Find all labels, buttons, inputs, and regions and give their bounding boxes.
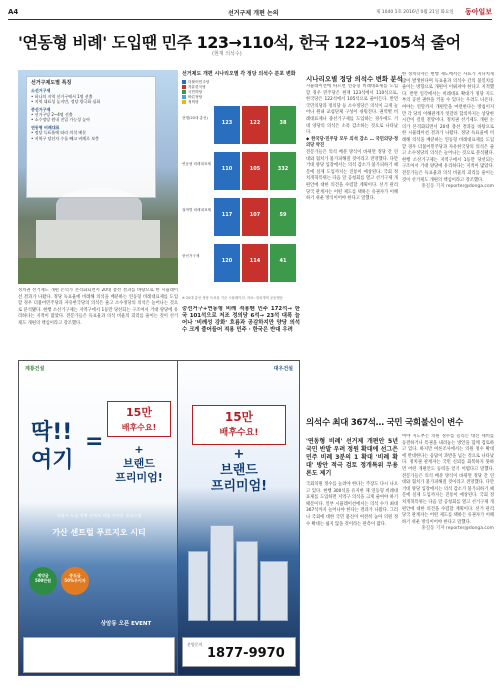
ad-demand-box: 15만 배후수요! [192,405,286,445]
legend-item: 자유한국당 [182,85,300,90]
ad-subtitle: 서울시 도심 지역 전세로 서울 가까운 오피스텔 [56,513,142,518]
legend-item: 바른정당 [182,95,300,100]
ad-premium-text: + 브랜드 프리미엄! [210,447,268,494]
ad-equals: = [85,429,104,454]
ad-big-text: 딱!! 여기 [31,420,74,473]
legend-item: 정의당 [182,100,300,105]
cell-minor-parties: 332 [270,152,296,190]
panel-group: 소선거구제 • 하나의 지역 선거구에서 1명 선출 • 지역 대표성 높지만, 정당 양극화 심화 [31,88,101,105]
bottom-article-col1: '연동형 비례' 선거제 개편안 5년 국민 반발 우려 정원 확대에 선그은 민주 비례 3분의 1 확대 '비례 확대' 방안 적극 검토 정개특위 무용론도 제기 국회의원 정수를 늘려야 한다는 주장도 다시 나오고 있다. 현행 300석을 유지한 채 연동형 비례대표제를 도입하면 지역구 의석을 크게 줄여야 하기 때문이다. 일부 시뮬레이션에서는 의석 수가 최대 367석까지 늘어나야 한다는 결과가 나왔다. 그러나 국회에 대한 국민 불신이 여전히 높아 의원 정수 확대는 쉽지 않을 것이라는 관측이 많다. [306,438,398,527]
right-column-title: 시나리오별 정당 의석수 변화 분석 [306,75,403,83]
legend-item: 더불어민주당 [182,80,300,85]
main-headline: '연동형 비례' 도입땐 민주 123→110석, 한국 122→105석 줄어 [18,33,461,52]
newspaper-logo: 동아일보 [464,8,492,16]
cell-liberty-korea: 122 [242,106,268,144]
ad-phone-box[interactable] [182,637,296,667]
chart-title: 선거제도 개편 시나리오별 각 정당 의석수 분포 변화 [182,71,296,77]
ad-premium-text: + 브랜드 프리미엄! [115,443,163,484]
ad-demand-box: 15만 배후수요! [107,401,171,437]
lawn [18,258,178,284]
right-article-col2: 한 정치학자는 현행 제도에서는 사표가 지나치게 많이 발생한다며 득표율과 의석수 간의 불일치를 줄이는 방향으로 개편이 이뤄져야 한다고 지적했다. 반면 일각에서는 비례대표 확대가 정당 지도부의 공천 권한을 키울 수 있다는 우려도 나온다. 여야는 연말까지 개편안을 마련한다는 방침이지만 각 당의 이해관계가 엇갈려 합의까지는 상당한 시간이 걸릴 전망이다. 정치권 선거제도 개편 논의가 본격화되면서 20대 총선 결과를 바탕으로 한 시뮬레이션 결과가 나왔다. 정당 득표율에 비례해 의석을 배분하는 연동형 비례대표제를 도입할 경우 더불어민주당과 자유한국당의 의석은 줄고 소수정당의 의석은 늘어나는 것으로 분석됐다. 현행 소선거구제는 지역구에서 1등만 당선되는 구조여서 거대 양당에 유리하다는 지적이 많았다. 전문가들은 득표율과 의석 비율의 괴리를 줄이는 것이 선거제도 개편의 핵심이라고 강조했다. 홍길동 기자 reporter@donga.com [402,72,494,190]
second-headline: 의석수 최대 367석… 국민 국회불신이 변수 [306,418,464,428]
cell-liberty-korea: 105 [242,152,268,190]
apartment-advertisement-right[interactable] [178,360,300,676]
page-number: A4 [8,8,19,16]
page-header [8,6,492,20]
chart-source: ※ 20대 총선 정당 득표율 기준 시뮬레이션. 자료: 정치개혁 공동행동 [182,296,283,300]
panel-group: 중선거구제 • 선거구당 2~4명 선출 • 소수정당 원내 진입 가능성 높아 [31,106,90,123]
legend-item: 국민의당 [182,90,300,95]
electoral-system-panel [26,76,156,198]
chart-row: 연동형 비례대표제 110 105 332 [182,150,300,194]
pull-quote: 중선거구+연동형 비례 적용땐 민주 172석→ 한국 101석으로 저조 정의당 6석→ 23석 대폭 늘어나 '비례성 강화' 흐름과 공감하지만 양당 의석수 크게 줄어들어 적용 민주 · 한국은 반대 우려 [182,306,300,333]
chart-row: 권역별 비례대표제 117 107 59 [182,196,300,240]
headline-note: (현재 의석수) [212,51,242,57]
byline: 홍길동 기자 reporter@donga.com [421,184,494,190]
ad-brand-logo: 계룡건설 [25,366,45,372]
cell-minor-parties: 38 [270,106,296,144]
ad-location-map [23,637,175,673]
chart-legend [182,80,300,105]
phone-number[interactable]: 1877-9970 [207,646,285,661]
issue-info: 제 1040 1호 2016년 0월 21일 화요일 [376,10,454,15]
panel-group: 연동형 비례대표 • 정당 득표율에 따라 의석 배분 • 지역구 당선자 수를 빼고 비례로 보충 [31,124,99,141]
cell-democratic: 120 [214,244,240,282]
ad-interest-badge: 중도금 50%무이자 [61,567,89,595]
ad-project-name: 가산 센트럴 푸르지오 시티 [52,528,146,537]
seat-scenario-chart [182,70,300,302]
section-title: 선거구제 개편 논의 [228,10,279,17]
ad-company-logo: 대우건설 [273,366,293,372]
left-article: 정치권 선거제도 개편 논의가 본격화되면서 20대 총선 결과를 바탕으로 한 시뮬레이션 결과가 나왔다. 정당 득표율에 비례해 의석을 배분하는 연동형 비례대표제를 도입할 경우 더불어민주당과 자유한국당의 의석은 줄고 소수정당의 의석은 늘어나는 것으로 분석됐다. 현행 소선거구제는 지역구에서 1등만 당선되는 구조여서 거대 양당에 유리하다는 지적이 많았다. 전문가들은 득표율과 의석 비율의 괴리를 줄이는 것이 선거제도 개편의 핵심이라고 강조했다. [18,288,178,326]
ad-deposit-badge: 계약금 500만원 [29,567,57,595]
cell-democratic: 117 [214,198,240,236]
byline: 홍길동 기자 reporter@donga.com [421,526,494,532]
cell-minor-parties: 59 [270,198,296,236]
ad-event-banner[interactable]: 상암동 오픈 EVENT [100,621,152,627]
chart-row: 중선거구제 120 114 41 [182,242,300,286]
cell-democratic: 123 [214,106,240,144]
cell-liberty-korea: 107 [242,198,268,236]
apartment-advertisement[interactable] [18,360,178,676]
bottom-article-col2: 여야 지도부는 의원 정수를 늘리는 대신 세비를 동결하거나 특권을 내려놓는 방안을 함께 검토하고 있다. 하지만 여론조사에서는 의원 정수 확대에 반대한다는 응답이 과반을 넘는 것으로 나타났다. 정치권 관계자는 국민 신뢰를 회복하지 못하면 어떤 개편안도 동력을 얻기 어렵다고 말했다. 전문가들은 의석 배분 방식이 바뀌면 정당 간 연대와 협치가 불가피해질 것이라고 전망했다. 다만 거대 양당 입장에서는 의석 감소가 불가피하기 때문에 실제 도입까지는 진통이 예상된다. 국회 정치개혁특위는 다음 달 공청회를 열고 선거구제 개편안에 대한 의견을 수렴할 계획이다. 선거 관리 당국 관계자는 어떤 제도를 택하든 유권자가 이해하기 쉬운 방식이어야 한다고 말했다. 홍길동 기자 reporter@donga.com [402,434,494,532]
chart-row: 현행(20대 총선) 123 122 38 [182,104,300,148]
panel-title: 선거구제도별 특징 [31,80,72,86]
right-article-col1: 시뮬레이션에 따르면 연동형 비례대표제를 도입할 경우 민주당은 현재 123석에서 110석으로, 한국당은 122석에서 105석으로 줄어든다. 반면 국민의당과 정의당 등 소수정당은 의석이 크게 늘어나 원내 교섭단체 구성이 쉬워진다. 권역별 비례대표제나 중선거구제를 도입하는 경우에도 거대 양당의 의석은 소폭 감소하는 것으로 나타났다. ◆ 한국당·민주당 모두 의석 감소 … 국민의당·정의당 약진 전문가들은 의석 배분 방식이 바뀌면 정당 간 연대와 협치가 불가피해질 것이라고 전망했다. 다만 거대 양당 입장에서는 의석 감소가 불가피하기 때문에 실제 도입까지는 진통이 예상된다. 국회 정치개혁특위는 다음 달 공청회를 열고 선거구제 개편안에 대한 의견을 수렴할 계획이다. 선거 관리 당국 관계자는 어떤 제도를 택하든 유권자가 이해하기 쉬운 방식이어야 한다고 말했다. [306,84,398,202]
cell-liberty-korea: 114 [242,244,268,282]
phone-label: 분양문의 [187,642,203,647]
cell-minor-parties: 41 [270,244,296,282]
assembly-building [36,220,160,260]
cell-democratic: 110 [214,152,240,190]
ad-building-render [184,511,294,621]
